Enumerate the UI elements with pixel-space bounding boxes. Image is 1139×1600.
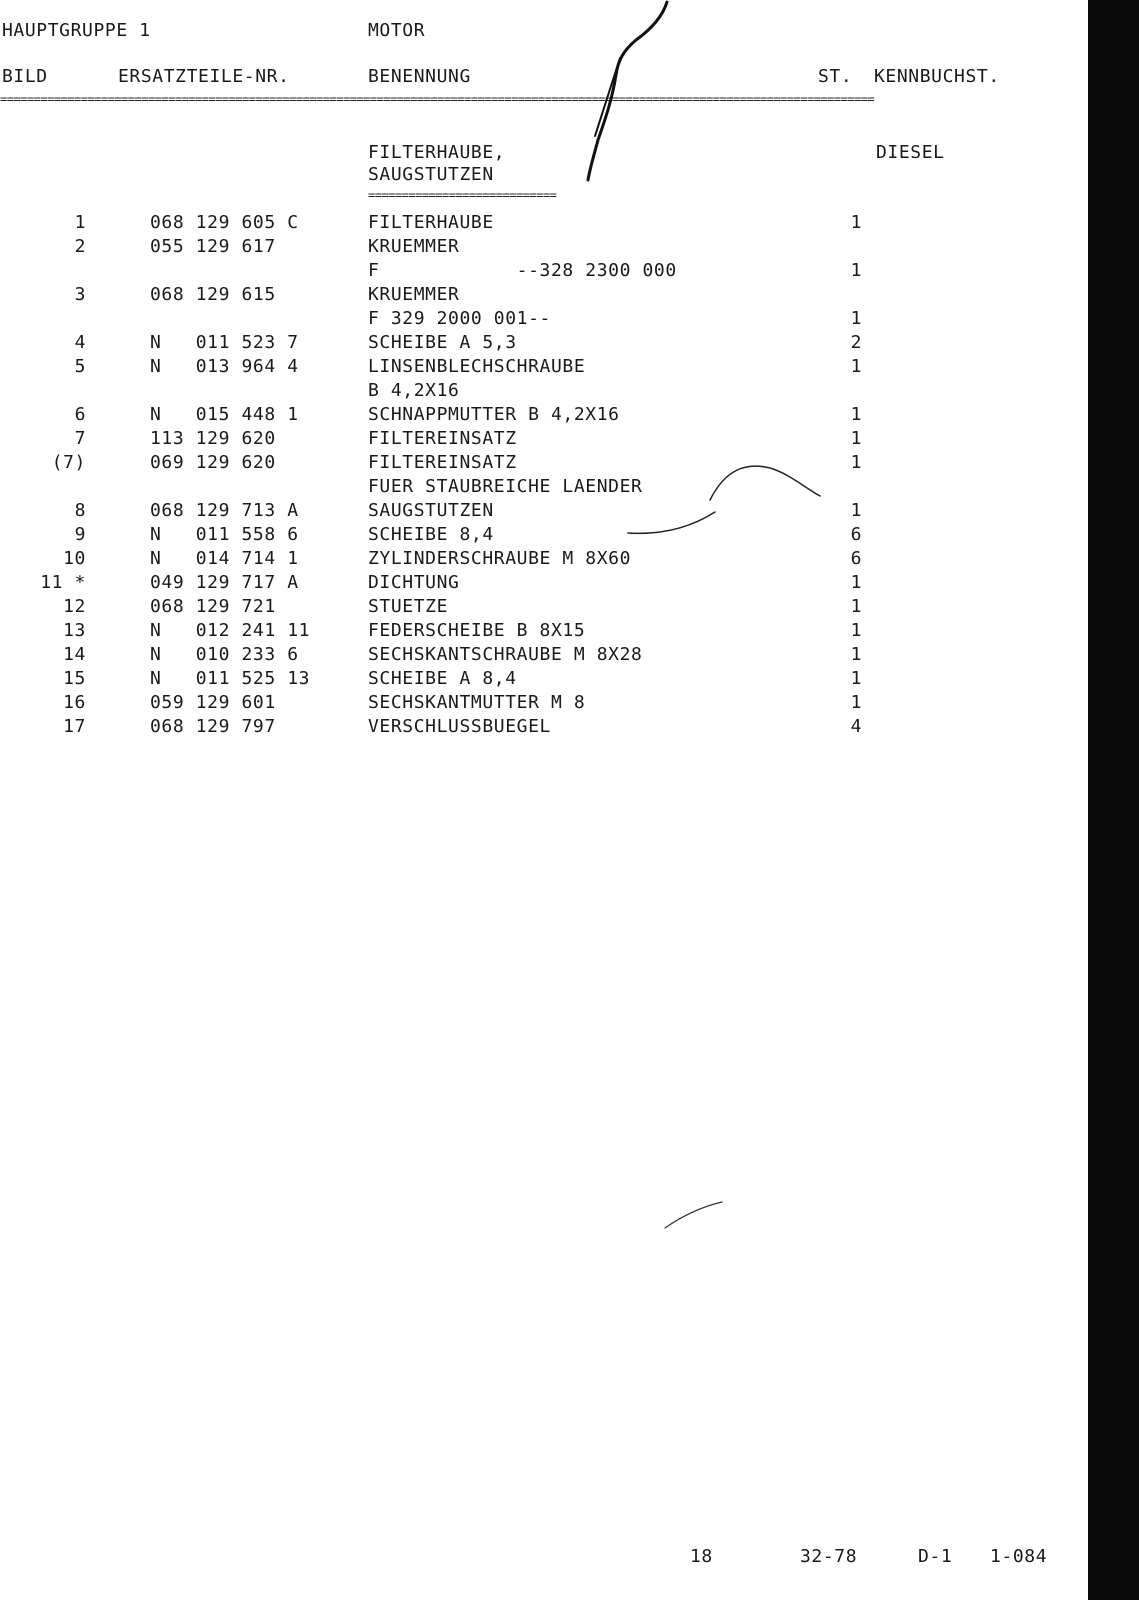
row-part-name: SCHEIBE A 8,4 — [368, 668, 517, 689]
section-code: DIESEL — [876, 142, 945, 163]
column-header-bild: BILD — [2, 66, 48, 87]
row-part-number: 068 129 615 — [150, 284, 276, 305]
footer-page-number: 18 — [690, 1546, 713, 1567]
row-part-name: FUER STAUBREICHE LAENDER — [368, 476, 643, 497]
row-part-name: FEDERSCHEIBE B 8X15 — [368, 620, 586, 641]
header-double-rule: ================================================================================================================================== — [0, 93, 875, 105]
row-part-number: N 012 241 11 — [150, 620, 311, 641]
group-label: HAUPTGRUPPE 1 — [2, 20, 151, 41]
row-part-name: ZYLINDERSCHRAUBE M 8X60 — [368, 548, 632, 569]
row-part-number: 068 129 713 A — [150, 500, 299, 521]
row-quantity: 1 — [850, 500, 862, 521]
row-part-name: KRUEMMER — [368, 236, 460, 257]
column-header-code: KENNBUCHST. — [874, 66, 1000, 87]
row-part-number: N 011 558 6 — [150, 524, 299, 545]
row-part-number: N 013 964 4 — [150, 356, 299, 377]
row-part-name: SCHNAPPMUTTER B 4,2X16 — [368, 404, 620, 425]
row-bild-number: 6 — [74, 404, 86, 425]
row-part-name: SCHEIBE 8,4 — [368, 524, 494, 545]
row-quantity: 1 — [850, 356, 862, 377]
section-title-line-2: SAUGSTUTZEN — [368, 164, 494, 185]
row-quantity: 1 — [850, 644, 862, 665]
group-name: MOTOR — [368, 20, 426, 41]
row-part-name: DICHTUNG — [368, 572, 460, 593]
row-part-number: 069 129 620 — [150, 452, 276, 473]
row-bild-number: 7 — [74, 428, 86, 449]
row-bild-number: 5 — [74, 356, 86, 377]
row-bild-number: 4 — [74, 332, 86, 353]
row-part-number: N 015 448 1 — [150, 404, 299, 425]
row-bild-number: 1 — [74, 212, 86, 233]
row-part-name: SAUGSTUTZEN — [368, 500, 494, 521]
row-part-number: N 010 233 6 — [150, 644, 299, 665]
column-header-name: BENENNUNG — [368, 66, 471, 87]
row-bild-number: 9 — [74, 524, 86, 545]
row-part-number: 059 129 601 — [150, 692, 276, 713]
row-part-name: FILTEREINSATZ — [368, 428, 517, 449]
row-part-number: 049 129 717 A — [150, 572, 299, 593]
row-part-name: LINSENBLECHSCHRAUBE — [368, 356, 586, 377]
column-header-part-number: ERSATZTEILE-NR. — [118, 66, 290, 87]
row-part-name: SECHSKANTMUTTER M 8 — [368, 692, 586, 713]
row-part-name: VERSCHLUSSBUEGEL — [368, 716, 551, 737]
row-part-name: F 329 2000 001-- — [368, 308, 551, 329]
row-bild-number: 8 — [74, 500, 86, 521]
row-part-name: STUETZE — [368, 596, 449, 617]
row-bild-number: (7) — [51, 452, 86, 473]
row-part-name: SCHEIBE A 5,3 — [368, 332, 517, 353]
row-quantity: 1 — [850, 308, 862, 329]
row-part-number: 068 129 721 — [150, 596, 276, 617]
row-quantity: 6 — [850, 524, 862, 545]
row-bild-number: 17 — [63, 716, 86, 737]
section-underline: ============================ — [368, 189, 557, 201]
row-quantity: 1 — [850, 596, 862, 617]
row-quantity: 1 — [850, 260, 862, 281]
row-part-number: 055 129 617 — [150, 236, 276, 257]
row-quantity: 1 — [850, 404, 862, 425]
row-bild-number: 2 — [74, 236, 86, 257]
row-bild-number: 11 * — [40, 572, 86, 593]
row-part-number: 113 129 620 — [150, 428, 276, 449]
row-part-name: F --328 2300 000 — [368, 260, 677, 281]
row-bild-number: 15 — [63, 668, 86, 689]
row-quantity: 1 — [850, 668, 862, 689]
row-quantity: 1 — [850, 452, 862, 473]
row-part-name: FILTEREINSATZ — [368, 452, 517, 473]
row-part-name: FILTERHAUBE — [368, 212, 494, 233]
footer-sheet: D-1 — [918, 1546, 953, 1567]
column-header-qty: ST. — [818, 66, 853, 87]
row-quantity: 4 — [850, 716, 862, 737]
row-part-number: N 011 525 13 — [150, 668, 311, 689]
scan-edge-bar — [1088, 0, 1139, 1600]
row-quantity: 1 — [850, 572, 862, 593]
footer-reference: 1-084 — [990, 1546, 1048, 1567]
footer-date: 32-78 — [800, 1546, 858, 1567]
row-part-number: 068 129 797 — [150, 716, 276, 737]
row-quantity: 1 — [850, 428, 862, 449]
row-bild-number: 14 — [63, 644, 86, 665]
section-title-line-1: FILTERHAUBE, — [368, 142, 506, 163]
row-part-name: SECHSKANTSCHRAUBE M 8X28 — [368, 644, 643, 665]
row-bild-number: 12 — [63, 596, 86, 617]
row-bild-number: 3 — [74, 284, 86, 305]
row-bild-number: 10 — [63, 548, 86, 569]
row-quantity: 1 — [850, 692, 862, 713]
row-part-name: B 4,2X16 — [368, 380, 460, 401]
row-part-name: KRUEMMER — [368, 284, 460, 305]
row-quantity: 1 — [850, 620, 862, 641]
row-part-number: 068 129 605 C — [150, 212, 299, 233]
row-bild-number: 13 — [63, 620, 86, 641]
row-part-number: N 011 523 7 — [150, 332, 299, 353]
row-bild-number: 16 — [63, 692, 86, 713]
row-quantity: 2 — [850, 332, 862, 353]
row-quantity: 6 — [850, 548, 862, 569]
row-part-number: N 014 714 1 — [150, 548, 299, 569]
row-quantity: 1 — [850, 212, 862, 233]
